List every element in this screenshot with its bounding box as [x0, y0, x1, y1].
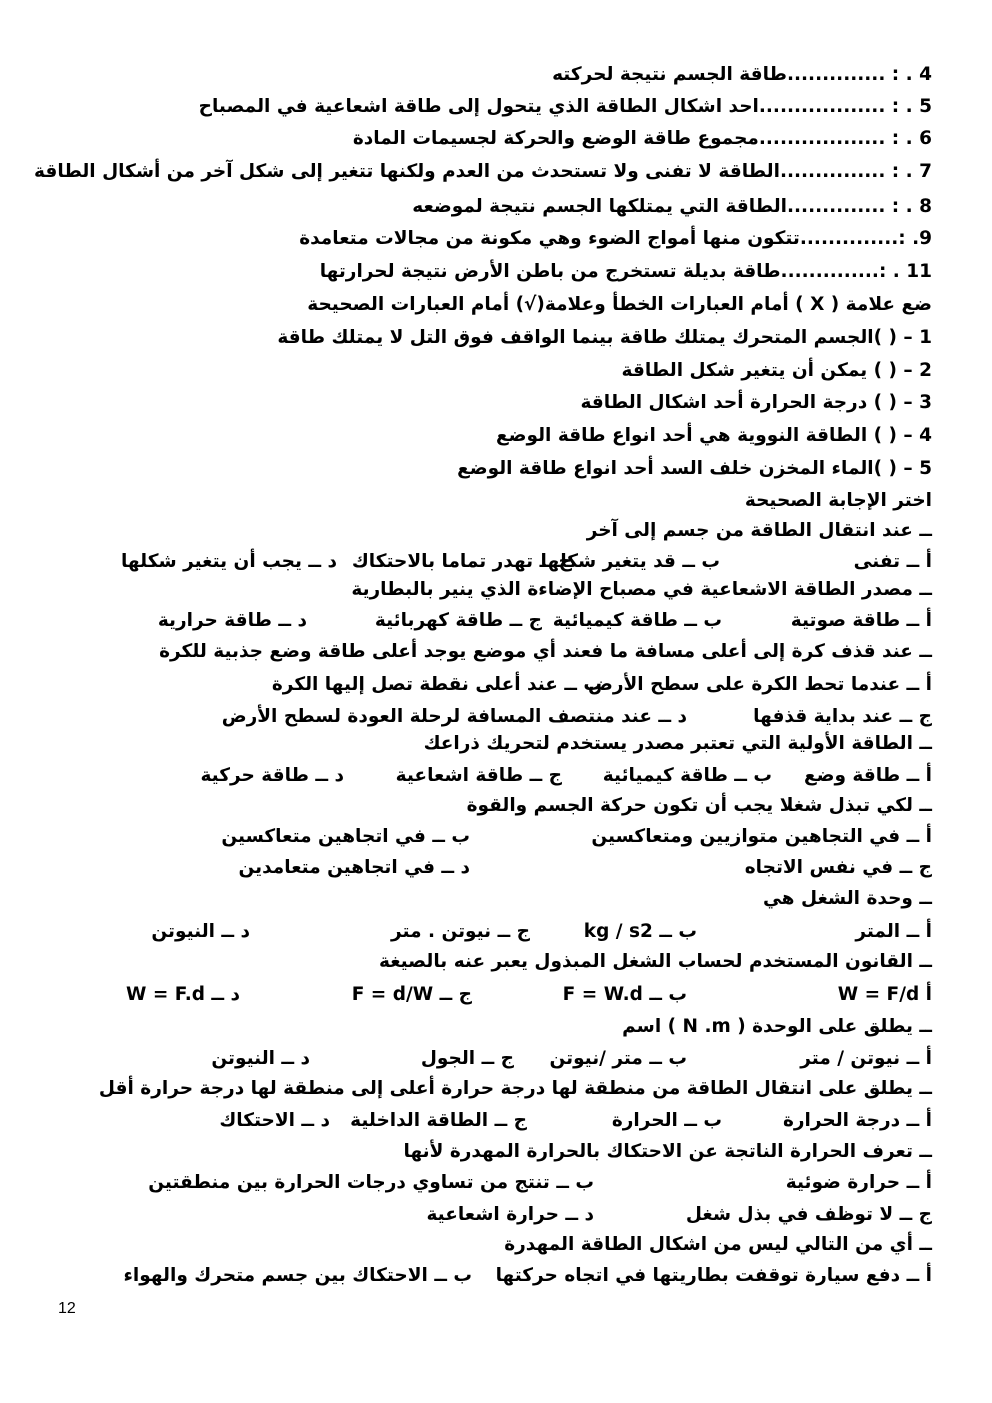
tf-item: 4 – ( ) الطاقة النووية هي أحد انواع طاقة الوضع: [495, 425, 932, 446]
mc-option: ب ــ طاقة كيميائية: [552, 610, 722, 631]
definition-line: 5 . : ..................احد اشكال الطاقة الذي يتحول إلى طاقة اشعاعية في المصباح: [198, 96, 932, 117]
mc-option: ج ــ في نفس الاتجاه: [744, 857, 932, 878]
mc-question: ــ مصدر الطاقة الاشعاعية في مصباح الإضاءة الذي ينير بالبطارية: [351, 579, 932, 600]
definition-line: 6 . : ..................مجموع طاقة الوضع والحركة لجسيمات المادة: [352, 128, 932, 149]
mc-option: د ــ يجب أن يتغير شكلها: [120, 551, 337, 572]
mc-option: أ ــ طاقة وضع: [803, 765, 932, 786]
mc-option: ج ــ طاقة اشعاعية: [395, 765, 562, 786]
tf-item: 3 – ( ) درجة الحرارة أحد اشكال الطاقة: [580, 392, 932, 413]
mc-question: ــ يطلق على الوحدة ( N .m ) اسم: [622, 1016, 932, 1037]
mc-option: ب ــ متر /نيوتن: [549, 1048, 687, 1069]
mc-option: د ــ طاقة حركية: [200, 765, 344, 786]
mc-option: د ــ عند منتصف المسافة لرحلة العودة لسطح الأرض: [221, 706, 687, 727]
mc-question: ــ أي من التالي ليس من اشكال الطاقة المهدرة: [504, 1234, 932, 1255]
mc-option: ج ــ نيوتن . متر: [391, 921, 530, 942]
mc-option: ج ــ لا توظف في بذل شغل: [685, 1204, 932, 1225]
mc-option: أ ــ تفنى: [853, 551, 932, 572]
definition-line: 7 . : ...............الطاقة لا تفنى ولا تستحدث من العدم ولكنها تتغير إلى شكل آخر من أشكال الطاقة: [34, 161, 932, 182]
mc-option: أ ــ في التجاهين متوازيين ومتعاكسين: [591, 826, 932, 847]
mc-option: ج ــ الجول: [420, 1048, 514, 1069]
mc-option: د ــ في اتجاهين متعامدين: [238, 857, 470, 878]
mc-option: ج ــ تهدر تماما بالاحتكاك: [351, 551, 572, 572]
mc-question: ــ القانون المستخدم لحساب الشغل المبذول يعبر عنه بالصيغة: [378, 951, 932, 972]
mc-option: أ ــ درجة الحرارة: [782, 1110, 932, 1131]
mc-option: ب ــ قد يتغير شكلها: [540, 551, 720, 572]
mc-question: ــ وحدة الشغل هي: [762, 888, 932, 909]
mc-option: أ ــ طاقة صوتية: [790, 610, 932, 631]
tf-heading: ضع علامة ( X ) أمام العبارات الخطأ وعلامة(√) أمام العبارات الصحيحة: [307, 294, 932, 315]
definition-line: 9. :..............تتكون منها أمواج الضوء وهي مكونة من مجالات متعامدة: [299, 228, 932, 249]
definition-line: 4 . : ..............طاقة الجسم نتيجة لحركته: [552, 64, 932, 85]
mc-option: أ ــ دفع سيارة توقفت بطاريتها في اتجاه حركتها: [495, 1265, 932, 1286]
mc-option: د ــ W = F.d: [125, 984, 240, 1005]
mc-option: ج ــ طاقة كهربائية: [374, 610, 542, 631]
mc-option: د ــ حرارة اشعاعية: [426, 1204, 594, 1225]
mc-option: ب ــ طاقة كيميائية: [602, 765, 772, 786]
mc-question: ــ يطلق على انتقال الطاقة من منطقة لها درجة حرارة أعلى إلى منطقة لها درجة حرارة أقل: [98, 1078, 932, 1099]
mc-option: أ ــ نيوتن / متر: [800, 1048, 932, 1069]
mc-option: أ W = F/d: [837, 984, 932, 1005]
mc-option: ب ــ تنتج من تساوي درجات الحرارة بين منطقتين: [148, 1172, 594, 1193]
mc-question: ــ الطاقة الأولية التي تعتبر مصدر يستخدم لتحريك ذراعك: [423, 733, 932, 754]
mc-option: د ــ النيوتن: [151, 921, 250, 942]
page-number: 12: [58, 1300, 76, 1317]
mc-question: ــ تعرف الحرارة الناتجة عن الاحتكاك بالحرارة المهدرة لأنها: [403, 1141, 932, 1162]
mc-option: أ ــ عندما تحط الكرة على سطح الأرض: [587, 674, 932, 695]
mc-option: د ــ طاقة حرارية: [157, 610, 307, 631]
mc-heading: اختر الإجابة الصحيحة: [744, 490, 932, 511]
mc-option: ب ــ في اتجاهين متعاكسين: [221, 826, 470, 847]
mc-option: د ــ الاحتكاك: [219, 1110, 330, 1131]
mc-option: د ــ النيوتن: [211, 1048, 310, 1069]
mc-question: ــ لكي تبذل شغلا يجب أن تكون حركة الجسم والقوة: [466, 795, 932, 816]
mc-option: ج ــ الطاقة الداخلية: [350, 1110, 527, 1131]
mc-option: أ ــ المتر: [855, 921, 932, 942]
tf-item: 5 – ( )الماء المخزن خلف السد أحد انواع طاقة الوضع: [457, 458, 932, 479]
mc-option: ب ــ عند أعلى نقطة تصل إليها الكرة: [271, 674, 602, 695]
tf-item: 1 – ( )الجسم المتحرك يمتلك طاقة بينما الواقف فوق التل لا يمتلك طاقة: [277, 327, 932, 348]
mc-option: ب ــ الاحتكاك بين جسم متحرك والهواء: [123, 1265, 472, 1286]
mc-option: ج ــ F = d/W: [351, 984, 472, 1005]
mc-option: أ ــ حرارة ضوئية: [785, 1172, 932, 1193]
mc-option: ب ــ F = W.d: [562, 984, 687, 1005]
definition-line: 11 . :..............طاقة بديلة تستخرج من باطن الأرض نتيجة لحرارتها: [319, 261, 932, 282]
mc-option: ب ــ الحرارة: [611, 1110, 722, 1131]
mc-question: ــ عند قذف كرة إلى أعلى مسافة ما فعند أي موضع يوجد أعلى طاقة وضع جذبية للكرة: [159, 641, 932, 662]
tf-item: 2 – ( ) يمكن أن يتغير شكل الطاقة: [621, 360, 932, 381]
mc-question: ــ عند انتقال الطاقة من جسم إلى آخر: [586, 520, 932, 541]
mc-option: ج ــ عند بداية قذفها: [753, 706, 932, 727]
mc-option: ب ــ kg / s2: [583, 921, 697, 942]
definition-line: 8 . : ..............الطاقة التي يمتلكها الجسم نتيجة لموضعه: [412, 196, 932, 217]
